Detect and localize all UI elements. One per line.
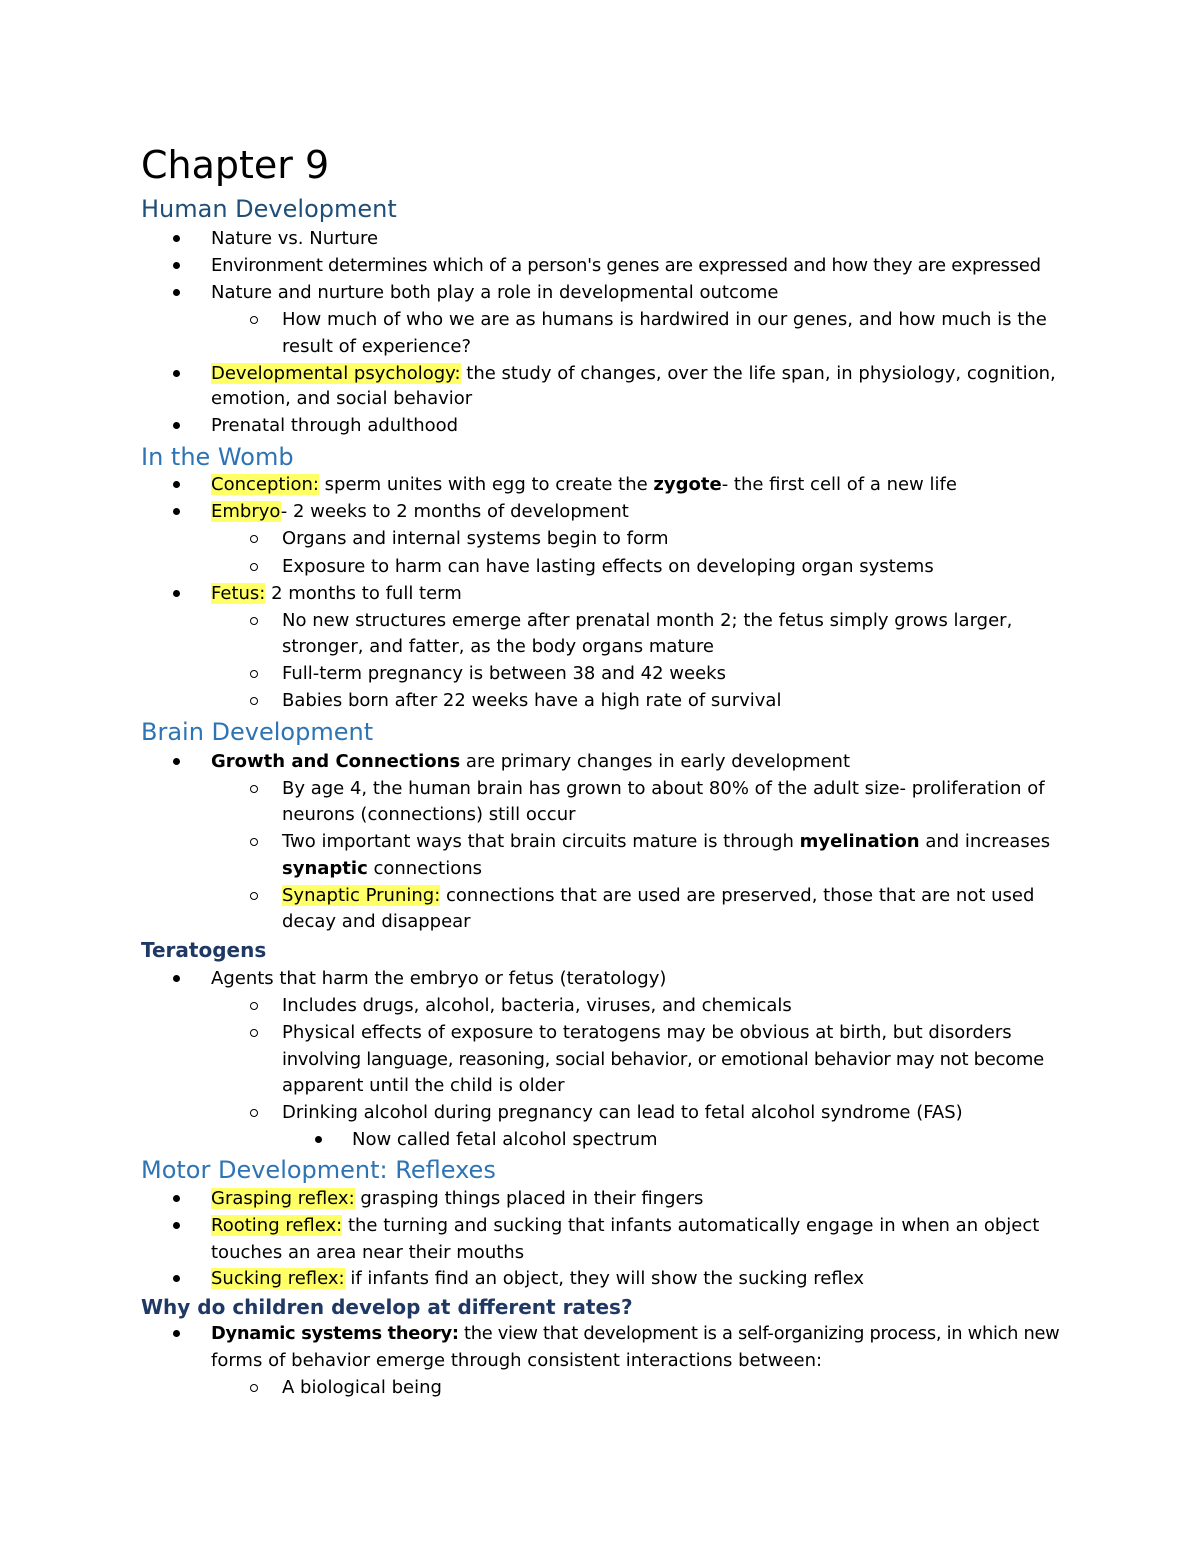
list-item: Physical effects of exposure to teratogens may be obvious at birth, but disorders [282, 1022, 1012, 1043]
bullet-dot [173, 1267, 180, 1291]
bullet-dot [315, 1128, 322, 1152]
highlighted-term: Developmental psychology: [211, 363, 461, 384]
bullet-circle [250, 308, 258, 332]
heading-brain-development: Brain Development [141, 718, 374, 746]
list-item [211, 1322, 1059, 1346]
list-item-continuation: touches an area near their mouths [211, 1242, 525, 1263]
list-item: Prenatal through adulthood [211, 415, 459, 436]
definition-text: if infants find an object, they will show the sucking reflex [344, 1268, 865, 1289]
bold-term: Growth and Connections [211, 751, 461, 772]
bullet-dot [173, 414, 180, 438]
list-item-continuation: neurons (connections) still occur [282, 804, 576, 825]
definition-text: and increases [919, 831, 1051, 852]
bullet-dot [173, 1322, 180, 1346]
definition-text: - 2 weeks to 2 months of development [280, 501, 629, 522]
list-item-continuation: apparent until the child is older [282, 1075, 565, 1096]
list-item: Nature vs. Nurture [211, 228, 379, 249]
bullet-circle [250, 830, 258, 854]
list-item [211, 1267, 864, 1291]
definition-text: the study of changes, over the life span, in physiology, cognition, [460, 363, 1056, 384]
bold-term: myelination [799, 831, 920, 852]
bullet-circle [250, 662, 258, 686]
list-item: Now called fetal alcohol spectrum [352, 1129, 658, 1150]
bullet-dot [173, 281, 180, 305]
bullet-circle [250, 527, 258, 551]
bold-term: Dynamic systems theory: [211, 1323, 459, 1344]
list-item-continuation: stronger, and fatter, as the body organs mature [282, 636, 714, 657]
list-item-continuation [282, 857, 482, 881]
definition-text: grasping things placed in their fingers [354, 1188, 704, 1209]
definition-text: sperm unites with egg to create the [318, 474, 654, 495]
bullet-circle [250, 884, 258, 908]
list-item [211, 500, 629, 524]
list-item: No new structures emerge after prenatal month 2; the fetus simply grows larger, [282, 610, 1013, 631]
bullet-dot [173, 1214, 180, 1238]
heading-motor-development: Motor Development: Reflexes [141, 1156, 496, 1184]
list-item-continuation: emotion, and social behavior [211, 388, 473, 409]
highlighted-term: Embryo [211, 501, 281, 522]
bold-term: zygote [653, 474, 722, 495]
list-item [211, 582, 462, 606]
highlighted-term: Fetus: [211, 583, 266, 604]
list-item: Exposure to harm can have lasting effects on developing organ systems [282, 556, 934, 577]
heading-teratogens: Teratogens [141, 938, 267, 962]
definition-text: connections [367, 858, 483, 879]
list-item: Full-term pregnancy is between 38 and 42 weeks [282, 663, 726, 684]
definition-text: are primary changes in early development [460, 751, 851, 772]
bullet-circle [250, 609, 258, 633]
bullet-dot [173, 750, 180, 774]
list-item: Drinking alcohol during pregnancy can lead to fetal alcohol syndrome (FAS) [282, 1102, 963, 1123]
bullet-dot [173, 500, 180, 524]
definition-text: the turning and sucking that infants automatically engage in when an object [342, 1215, 1040, 1236]
bullet-circle [250, 994, 258, 1018]
heading-different-rates: Why do children develop at different rates? [141, 1295, 633, 1319]
list-item-continuation: forms of behavior emerge through consistent interactions between: [211, 1350, 823, 1371]
bullet-circle [250, 555, 258, 579]
bullet-circle [250, 777, 258, 801]
bullet-dot [173, 967, 180, 991]
bullet-dot [173, 582, 180, 606]
list-item: A biological being [282, 1377, 442, 1398]
bullet-dot [173, 473, 180, 497]
highlighted-term: Synaptic Pruning: [282, 885, 441, 906]
list-item: How much of who we are as humans is hardwired in our genes, and how much is the [282, 309, 1047, 330]
definition-text: connections that are used are preserved, those that are not used [440, 885, 1035, 906]
list-item [211, 362, 1056, 386]
definition-text: Two important ways that brain circuits mature is through [282, 831, 800, 852]
list-item-continuation: decay and disappear [282, 911, 471, 932]
list-item: Agents that harm the embryo or fetus (teratology) [211, 968, 667, 989]
list-item [282, 884, 1034, 908]
list-item [282, 830, 1050, 854]
list-item-continuation: involving language, reasoning, social behavior, or emotional behavior may not become [282, 1049, 1044, 1070]
definition-text: 2 months to full term [265, 583, 462, 604]
list-item [211, 1187, 703, 1211]
bold-term: synaptic [282, 858, 368, 879]
definition-text: - the first cell of a new life [721, 474, 957, 495]
highlighted-term: Conception: [211, 474, 319, 495]
bullet-circle [250, 1021, 258, 1045]
bullet-dot [173, 362, 180, 386]
bullet-dot [173, 1187, 180, 1211]
list-item: Organs and internal systems begin to form [282, 528, 669, 549]
list-item: Babies born after 22 weeks have a high rate of survival [282, 690, 782, 711]
list-item [211, 473, 957, 497]
page-title: Chapter 9 [141, 143, 330, 187]
list-item [211, 750, 850, 774]
bullet-circle [250, 1376, 258, 1400]
list-item: Nature and nurture both play a role in developmental outcome [211, 282, 779, 303]
highlighted-term: Sucking reflex: [211, 1268, 345, 1289]
bullet-circle [250, 689, 258, 713]
bullet-circle [250, 1101, 258, 1125]
list-item: Includes drugs, alcohol, bacteria, viruses, and chemicals [282, 995, 792, 1016]
bullet-dot [173, 254, 180, 278]
list-item-continuation: result of experience? [282, 336, 472, 357]
list-item: By age 4, the human brain has grown to about 80% of the adult size- proliferation of [282, 778, 1045, 799]
bullet-dot [173, 227, 180, 251]
definition-text: the view that development is a self-organizing process, in which new [458, 1323, 1060, 1344]
highlighted-term: Rooting reflex: [211, 1215, 343, 1236]
list-item: Environment determines which of a person's genes are expressed and how they are expressed [211, 255, 1041, 276]
highlighted-term: Grasping reflex: [211, 1188, 355, 1209]
heading-human-development: Human Development [141, 195, 397, 223]
list-item [211, 1214, 1039, 1238]
heading-in-the-womb: In the Womb [141, 443, 294, 471]
